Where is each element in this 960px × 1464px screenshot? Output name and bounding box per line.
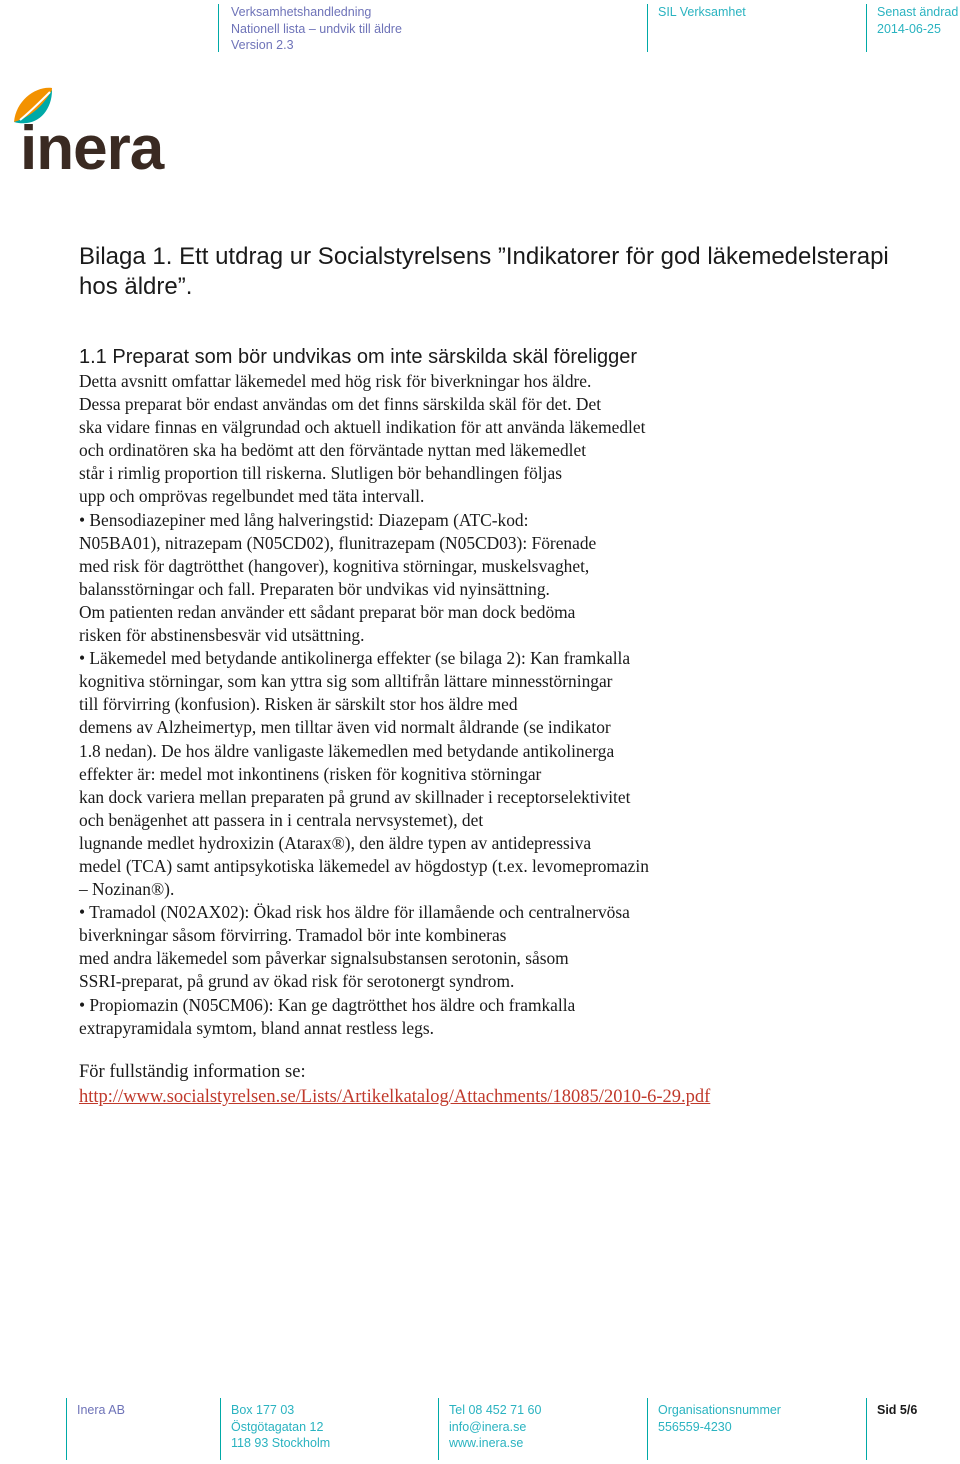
footer-company: [66, 1398, 125, 1460]
body-line: till förvirring (konfusion). Risken är särskilt stor hos äldre med: [79, 694, 518, 715]
body-line: risken för abstinensbesvär vid utsättning.: [79, 625, 365, 646]
body-line: 1.8 nedan). De hos äldre vanligaste läkemedlen med betydande antikolinerga: [79, 740, 615, 761]
header-date-label: Senast ändrad: [877, 5, 959, 19]
footer-website[interactable]: www.inera.se: [449, 1436, 524, 1450]
page-number: Sid 5/6: [877, 1403, 918, 1417]
appendix-title: [79, 242, 949, 302]
footer-phone: Tel 08 452 71 60: [449, 1403, 542, 1417]
body-line: och ordinatören ska ha bedömt att den förväntade nyttan med läkemedlet: [79, 440, 587, 461]
footer-address-box: Box 177 03: [231, 1403, 295, 1417]
footer-page: [866, 1398, 917, 1460]
body-line: kan dock variera mellan preparaten på grund av skillnader i receptorselektivitet: [79, 786, 631, 807]
document-body: [79, 370, 939, 1110]
paragraph-gap: [79, 1040, 939, 1060]
body-line: Om patienten redan använder ett sådant preparat bör man dock bedöma: [79, 601, 576, 622]
body-line: demens av Alzheimertyp, men tilltar även vid normalt åldrande (se indikator: [79, 717, 611, 738]
header-doc-version: Version 2.3: [231, 38, 294, 52]
bullet-tramadol: • Tramadol (N02AX02): Ökad risk hos äldre för illamående och centralnervösa: [79, 902, 630, 923]
footer-email[interactable]: info@inera.se: [449, 1419, 527, 1434]
body-line: biverkningar såsom förvirring. Tramadol bör inte kombineras: [79, 925, 507, 946]
page-header: [0, 4, 960, 54]
header-doc-type: Verksamhetshandledning: [231, 5, 372, 19]
footer-address: [220, 1398, 330, 1460]
body-line: SSRI-preparat, på grund av ökad risk för serotonergt syndrom.: [79, 971, 515, 992]
header-date-value: 2014-06-25: [877, 21, 941, 36]
inera-logo-wordmark: inera: [20, 114, 164, 183]
body-line: står i rimlig proportion till riskerna. Slutligen bör behandlingen följas: [79, 463, 562, 484]
footer-address-city: 118 93 Stockholm: [231, 1436, 331, 1450]
section-heading: 1.1 Preparat som bör undvikas om inte särskilda skäl föreligger: [79, 346, 638, 368]
body-line: lugnande medlet hydroxizin (Atarax®), den äldre typen av antidepressiva: [79, 832, 592, 853]
footer-org-label: Organisationsnummer: [658, 1403, 781, 1417]
body-line: Dessa preparat bör endast användas om det finns särskilda skäl för det. Det: [79, 394, 602, 415]
body-line: medel (TCA) samt antipsykotiska läkemedel av högdostyp (t.ex. levomepromazin: [79, 855, 649, 876]
body-line: med andra läkemedel som påverkar signalsubstansen serotonin, såsom: [79, 948, 569, 969]
bullet-propiomazin: • Propiomazin (N05CM06): Kan ge dagtrötthet hos äldre och framkalla: [79, 994, 576, 1015]
body-line: ska vidare finnas en välgrundad och aktuell indikation för att använda läkemedlet: [79, 417, 646, 438]
body-line: balansstörningar och fall. Preparaten bör undvikas vid nyinsättning.: [79, 578, 550, 599]
footer-address-street: Östgötagatan 12: [231, 1419, 324, 1434]
body-line: – Nozinan®).: [79, 879, 175, 900]
body-line: extrapyramidala symtom, bland annat restless legs.: [79, 1017, 434, 1038]
header-doc-title: Nationell lista – undvik till äldre: [231, 21, 402, 36]
more-info-label: För fullständig information se:: [79, 1061, 306, 1082]
bullet-benzodiazepines: • Bensodiazepiner med lång halveringstid: Diazepam (ATC-kod:: [79, 509, 529, 530]
body-line: upp och omprövas regelbundet med täta intervall.: [79, 486, 425, 507]
footer-org-number: [647, 1398, 781, 1460]
bullet-anticholinergics: • Läkemedel med betydande antikolinerga effekter (se bilaga 2): Kan framkalla: [79, 648, 631, 669]
header-document-info: [218, 4, 402, 52]
body-line: Detta avsnitt omfattar läkemedel med hög risk för biverkningar hos äldre.: [79, 371, 592, 391]
appendix-title-line-1: Bilaga 1. Ett utdrag ur Socialstyrelsens ”Indikatorer för god läkemedelsterapi: [79, 243, 889, 270]
header-owner: [647, 4, 746, 52]
body-line: och benägenhet att passera in i centrala nervsystemet), det: [79, 809, 484, 830]
appendix-title-line-2: hos äldre”.: [79, 273, 193, 300]
body-line: effekter är: medel mot inkontinens (risken för kognitiva störningar: [79, 763, 542, 784]
page-footer: [0, 1398, 960, 1458]
footer-contact: [438, 1398, 541, 1460]
header-owner-label: SIL Verksamhet: [658, 5, 746, 19]
source-link[interactable]: http://www.socialstyrelsen.se/Lists/Artikelkatalog/Attachments/18085/2010-6-29.pdf: [79, 1086, 711, 1107]
body-line: kognitiva störningar, som kan yttra sig som alltifrån lättare minnesstörningar: [79, 671, 613, 692]
header-date: [866, 4, 958, 52]
body-line: N05BA01), nitrazepam (N05CD02), flunitrazepam (N05CD03): Förenade: [79, 532, 597, 553]
footer-org-value: 556559-4230: [658, 1419, 732, 1434]
footer-company-name: Inera AB: [77, 1403, 125, 1417]
body-line: med risk för dagtrötthet (hangover), kognitiva störningar, muskelsvaghet,: [79, 555, 590, 576]
